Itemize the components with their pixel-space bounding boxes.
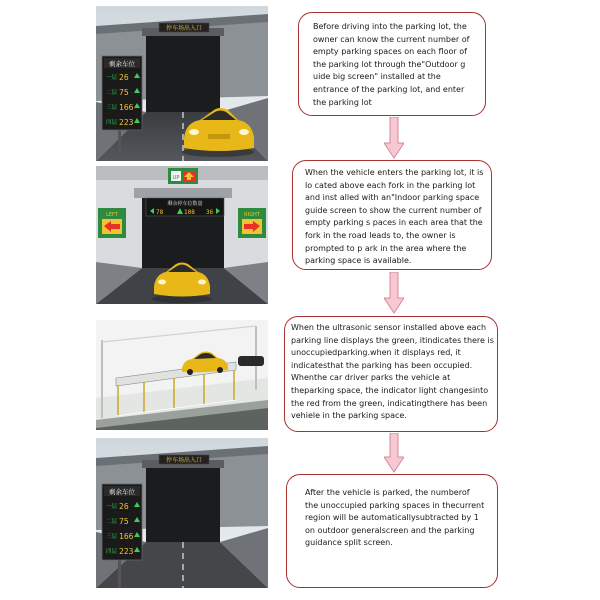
outdoor-row-value-2: 75 — [119, 88, 129, 97]
outdoor-row-label-1: 一层 — [106, 504, 118, 510]
step2-illustration — [96, 166, 268, 304]
step2-description-box — [292, 160, 492, 270]
outdoor-row-label-3: 三层 — [106, 105, 118, 111]
step2-description: When the vehicle enters the parking lot, it is lo cated above each fork in the parking lot and inst alled with an"Indoor parking space guide screen to show the current number of empty parking s paces in each area that the fork in the road leads to, the owner is prompted to p ark in the area where the parking space is available. — [305, 168, 484, 266]
outdoor-row-value-4: 223 — [119, 547, 134, 556]
step3-illustration — [96, 320, 268, 430]
flow-arrow-down-icon — [384, 272, 404, 314]
up-sign-text: UP — [172, 175, 180, 181]
outdoor-row-label-1: 一层 — [106, 75, 118, 81]
indoor-center-value: 108 — [184, 209, 195, 216]
step4-description: After the vehicle is parked, the numberof the unoccupied parking spaces in thecurrent region will be automaticallysubtracted by 1 on outdoor generalscreen and the parking guidance split screen. — [305, 488, 485, 548]
flow-arrow-down-icon — [384, 117, 404, 159]
step4-illustration — [96, 438, 268, 588]
outdoor-row-value-1: 26 — [119, 73, 129, 82]
step1-description: Before driving into the parking lot, the owner can know the current number of empty parking spaces on each floor of the parking lot through the"Outdoor g uide big screen" installed at the entrance of the parking lot, and enter the parking lot — [313, 22, 470, 107]
outdoor-row-value-1: 26 — [119, 502, 129, 511]
outdoor-row-label-4: 四层 — [106, 120, 118, 126]
indoor-screen-title: 剩余停车位数量 — [167, 201, 203, 207]
right-sign-text: RIGHT — [244, 212, 260, 218]
step4-description-box — [286, 474, 498, 588]
outdoor-row-label-4: 四层 — [106, 549, 118, 555]
outdoor-row-value-3: 166 — [119, 103, 134, 112]
outdoor-row-label-2: 二层 — [106, 90, 118, 96]
gate-sign-text: 停车场出入口 — [165, 457, 203, 464]
outdoor-row-value-2: 75 — [119, 517, 129, 526]
outdoor-row-label-3: 三层 — [106, 534, 118, 540]
gate-sign-text: 停车场出入口 — [165, 25, 203, 32]
step3-description-box — [284, 316, 498, 432]
step3-description: When the ultrasonic sensor installed above each parking line displays the green, itindicates there is unoccupiedparking.when it displays red, it indicatesthat the parking has been occupied. Whenthe car driver parks the vehicle at theparking space, the indicator light changesinto the red from the green, indicatingthere has been vehiele in the parking space. — [291, 323, 494, 421]
outdoor-screen-title: 剩余车位 — [109, 488, 135, 496]
step1-illustration — [96, 6, 268, 161]
left-sign-text: LEFT — [106, 212, 118, 218]
outdoor-row-label-2: 二层 — [106, 519, 118, 525]
outdoor-row-value-4: 223 — [119, 118, 134, 127]
step1-description-box — [298, 12, 486, 116]
outdoor-row-value-3: 166 — [119, 532, 134, 541]
outdoor-screen-title: 剩余车位 — [109, 60, 135, 68]
flow-arrow-down-icon — [384, 433, 404, 473]
indoor-left-value: 78 — [156, 209, 164, 216]
indoor-right-value: 36 — [206, 209, 214, 216]
